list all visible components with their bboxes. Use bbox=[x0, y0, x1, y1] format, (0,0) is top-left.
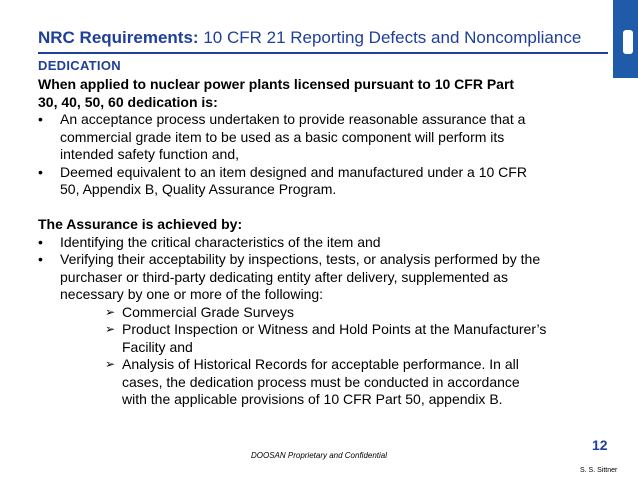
dedication-bullet bbox=[38, 164, 608, 199]
arrow-bullet-icon: ➢ bbox=[105, 304, 116, 319]
sub-bullet-text: Product Inspection or Witness and Hold Points at the Manufacturer’s bbox=[122, 321, 547, 337]
bullet-text: commercial grade item to be used as a basic component will perform its bbox=[60, 128, 505, 145]
page-number: 12 bbox=[592, 437, 608, 453]
bullet-text: purchaser or third-party dedicating entity after delivery, supplemented as bbox=[60, 268, 508, 285]
title-bold: NRC Requirements: bbox=[38, 28, 199, 47]
arrow-bullet-icon: ➢ bbox=[105, 357, 116, 371]
logo-mark bbox=[623, 30, 633, 54]
arrow-bullet-icon: ➢ bbox=[105, 322, 116, 336]
sub-bullet-text: cases, the dedication process must be conducted in accordance bbox=[122, 373, 520, 390]
author-credit: S. S. Sittner bbox=[580, 467, 618, 474]
bullet-text: Deemed equivalent to an item designed and manufactured under a 10 CFR bbox=[60, 163, 527, 180]
assurance-heading: The Assurance is achieved by: bbox=[38, 216, 243, 232]
sub-bullet-text: Analysis of Historical Records for acceptable performance. In all bbox=[122, 356, 519, 372]
bullet-text: Identifying the critical characteristics of the item and bbox=[60, 233, 381, 250]
sub-bullet-text: Commercial Grade Surveys bbox=[122, 303, 294, 320]
confidential-notice: DOOSAN Proprietary and Confidential bbox=[250, 451, 388, 460]
bullet-text: intended safety function and, bbox=[60, 146, 240, 162]
title-divider bbox=[38, 52, 608, 54]
sub-bullet bbox=[38, 304, 608, 322]
page-title bbox=[38, 28, 581, 48]
bullet-text: 50, Appendix B, Quality Assurance Program. bbox=[60, 181, 337, 197]
bullet-mark: • bbox=[38, 163, 43, 180]
intro-line: When applied to nuclear power plants licensed pursuant to 10 CFR Part bbox=[38, 76, 515, 92]
bullet-text: Verifying their acceptability by inspections, tests, or analysis performed by the bbox=[60, 251, 541, 267]
assurance-bullet bbox=[38, 251, 608, 304]
bullet-text: An acceptance process undertaken to provide reasonable assurance that a bbox=[60, 111, 526, 127]
intro-line: 30, 40, 50, 60 dedication is: bbox=[38, 93, 218, 110]
sub-bullet-text: with the applicable provisions of 10 CFR Part 50, appendix B. bbox=[122, 391, 503, 407]
bullet-mark: • bbox=[38, 233, 43, 250]
body-text bbox=[38, 76, 608, 409]
dedication-bullet bbox=[38, 111, 608, 164]
bullet-text: necessary by one or more of the following: bbox=[60, 286, 324, 302]
title-rest: 10 CFR 21 Reporting Defects and Noncompliance bbox=[198, 28, 582, 47]
bullet-mark: • bbox=[38, 111, 43, 127]
bullet-mark: • bbox=[38, 251, 43, 267]
section-heading: DEDICATION bbox=[38, 58, 121, 73]
assurance-bullet bbox=[38, 234, 608, 252]
sub-bullet-text: Facility and bbox=[122, 338, 193, 355]
sub-bullet bbox=[38, 321, 608, 356]
sub-bullet bbox=[38, 356, 608, 409]
